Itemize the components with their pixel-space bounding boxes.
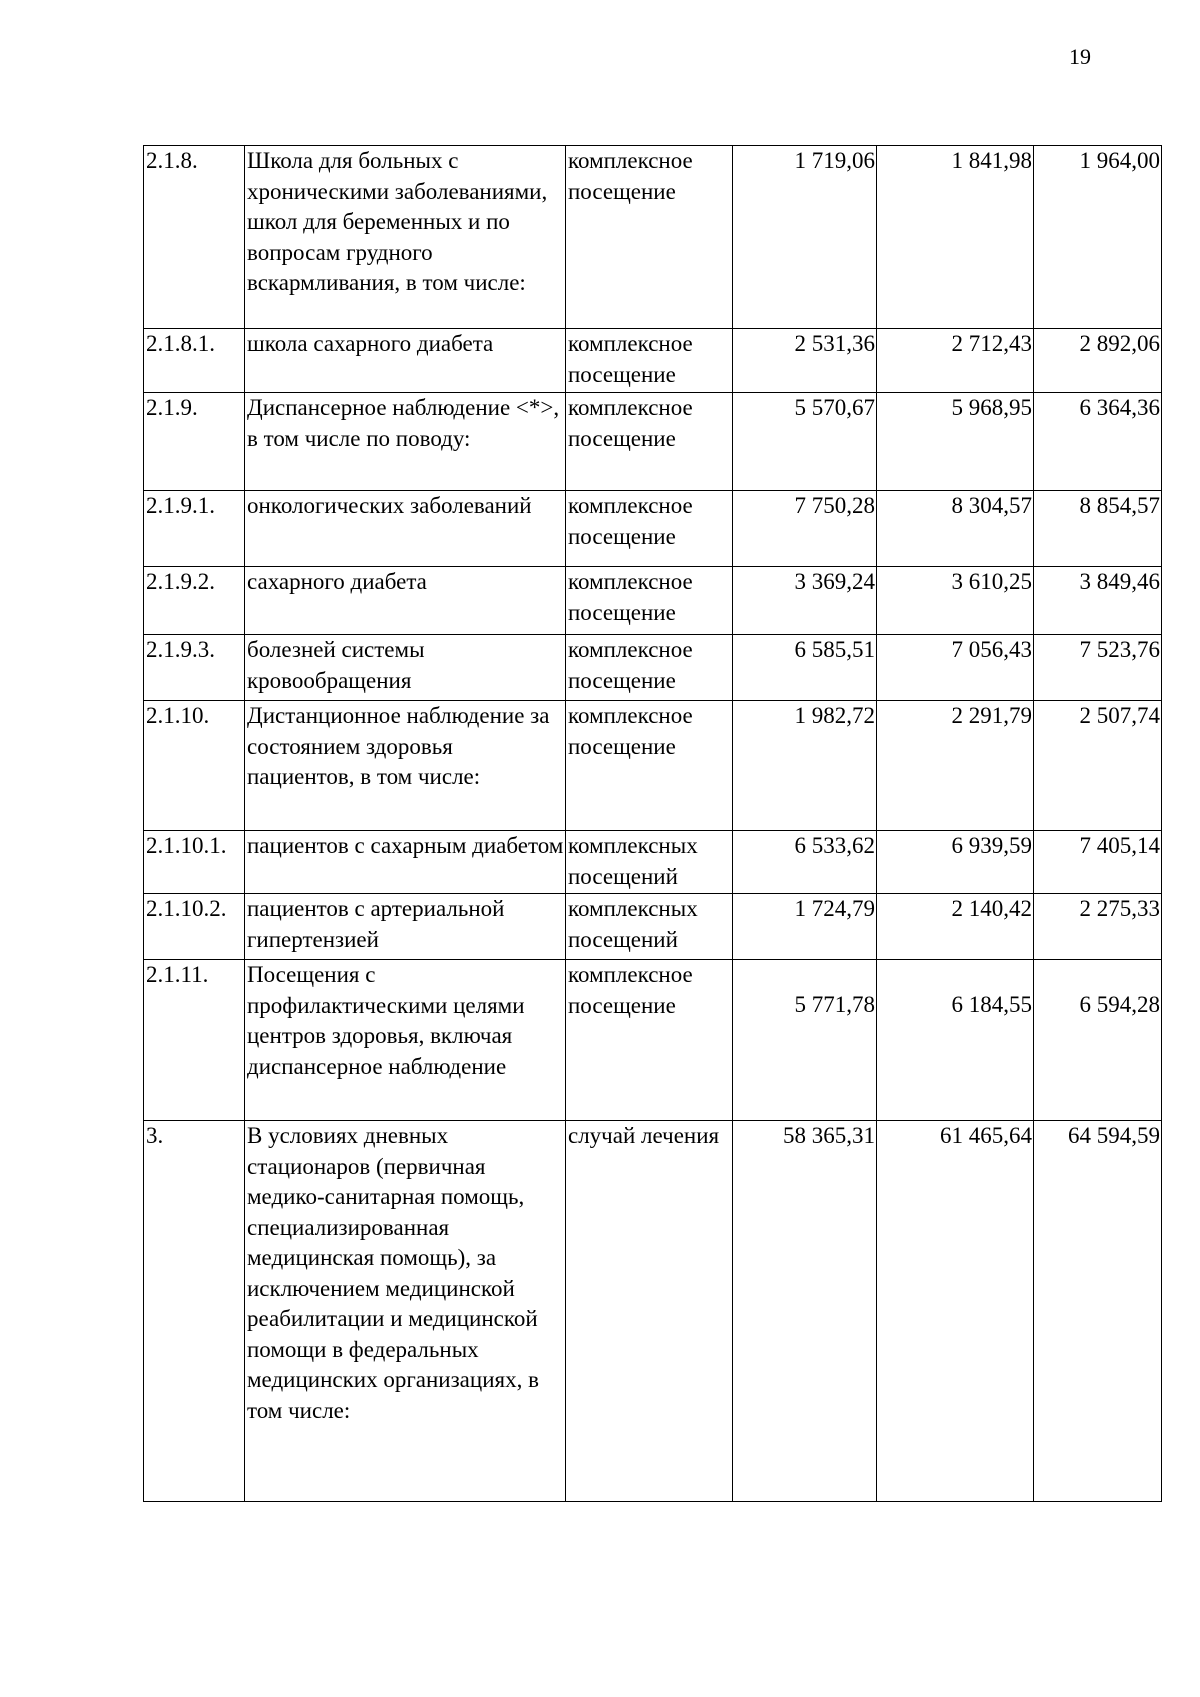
row-name: Диспансерное наблюдение <*>, в том числе по поводу: <box>245 393 566 491</box>
row-value-1: 1 982,72 <box>733 701 877 831</box>
row-code: 2.1.10.1. <box>144 831 245 894</box>
row-code: 2.1.9. <box>144 393 245 491</box>
table-row <box>144 831 1162 894</box>
table-row <box>144 1121 1162 1502</box>
page-number: 19 <box>1069 44 1091 69</box>
row-name: болезней системы кровообращения <box>245 635 566 701</box>
row-value-3: 2 275,33 <box>1034 894 1162 960</box>
row-value-3: 2 507,74 <box>1034 701 1162 831</box>
row-value-2: 2 291,79 <box>877 701 1034 831</box>
row-unit: комплексное посещение <box>566 393 733 491</box>
tariff-table <box>143 145 1162 1502</box>
row-name: пациентов с артериальной гипертензией <box>245 894 566 960</box>
table-row <box>144 146 1162 329</box>
row-value-1: 1 719,06 <box>733 146 877 329</box>
row-code: 2.1.10.2. <box>144 894 245 960</box>
row-value-1: 58 365,31 <box>733 1121 877 1502</box>
row-value-3: 1 964,00 <box>1034 146 1162 329</box>
row-value-2: 6 184,55 <box>877 960 1034 1121</box>
table-row <box>144 701 1162 831</box>
row-unit: комплексных посещений <box>566 831 733 894</box>
table-row <box>144 567 1162 635</box>
row-value-1: 6 585,51 <box>733 635 877 701</box>
row-code: 2.1.8.1. <box>144 329 245 393</box>
row-value-2: 61 465,64 <box>877 1121 1034 1502</box>
row-value-2: 3 610,25 <box>877 567 1034 635</box>
row-name: пациентов с сахарным диабетом <box>245 831 566 894</box>
row-code: 2.1.11. <box>144 960 245 1121</box>
row-unit: комплексное посещение <box>566 635 733 701</box>
row-value-2: 7 056,43 <box>877 635 1034 701</box>
row-unit: комплексное посещение <box>566 567 733 635</box>
row-code: 2.1.9.1. <box>144 491 245 567</box>
row-name: сахарного диабета <box>245 567 566 635</box>
row-unit: комплексное посещение <box>566 701 733 831</box>
row-value-1: 1 724,79 <box>733 894 877 960</box>
row-value-2: 1 841,98 <box>877 146 1034 329</box>
row-value-3: 64 594,59 <box>1034 1121 1162 1502</box>
row-value-2: 5 968,95 <box>877 393 1034 491</box>
row-code: 3. <box>144 1121 245 1502</box>
row-value-2: 2 712,43 <box>877 329 1034 393</box>
row-unit: комплексное посещение <box>566 491 733 567</box>
row-value-1: 3 369,24 <box>733 567 877 635</box>
row-value-1: 6 533,62 <box>733 831 877 894</box>
row-value-2: 6 939,59 <box>877 831 1034 894</box>
row-value-3: 2 892,06 <box>1034 329 1162 393</box>
row-value-3: 6 594,28 <box>1034 960 1162 1121</box>
row-code: 2.1.9.2. <box>144 567 245 635</box>
row-name: Посещения с профилактическими целями центров здоровья, включая диспансерное наблюдение <box>245 960 566 1121</box>
row-value-1: 2 531,36 <box>733 329 877 393</box>
row-unit: комплексное посещение <box>566 146 733 329</box>
row-code: 2.1.9.3. <box>144 635 245 701</box>
row-unit: комплексных посещений <box>566 894 733 960</box>
row-unit: комплексное посещение <box>566 960 733 1121</box>
row-value-1: 7 750,28 <box>733 491 877 567</box>
table-row <box>144 329 1162 393</box>
table-row <box>144 491 1162 567</box>
row-value-3: 3 849,46 <box>1034 567 1162 635</box>
row-value-1: 5 771,78 <box>733 960 877 1121</box>
row-value-3: 8 854,57 <box>1034 491 1162 567</box>
row-value-2: 8 304,57 <box>877 491 1034 567</box>
row-value-1: 5 570,67 <box>733 393 877 491</box>
row-unit: комплексное посещение <box>566 329 733 393</box>
table-row <box>144 393 1162 491</box>
row-name: онкологических заболеваний <box>245 491 566 567</box>
row-unit: случай лечения <box>566 1121 733 1502</box>
row-value-3: 7 523,76 <box>1034 635 1162 701</box>
row-value-2: 2 140,42 <box>877 894 1034 960</box>
table-row <box>144 894 1162 960</box>
row-name: Школа для больных с хроническими заболеваниями, школ для беременных и по вопросам грудного вскармливания, в том числе: <box>245 146 566 329</box>
row-code: 2.1.8. <box>144 146 245 329</box>
table-row <box>144 960 1162 1121</box>
row-name: В условиях дневных стационаров (первичная медико-санитарная помощь, специализированная медицинская помощь), за исключением медицинской реабилитации и медицинской помощи в федеральных медицинских организациях, в том числе: <box>245 1121 566 1502</box>
table-row <box>144 635 1162 701</box>
row-value-3: 7 405,14 <box>1034 831 1162 894</box>
row-value-3: 6 364,36 <box>1034 393 1162 491</box>
row-name: школа сахарного диабета <box>245 329 566 393</box>
row-name: Дистанционное наблюдение за состоянием здоровья пациентов, в том числе: <box>245 701 566 831</box>
row-code: 2.1.10. <box>144 701 245 831</box>
